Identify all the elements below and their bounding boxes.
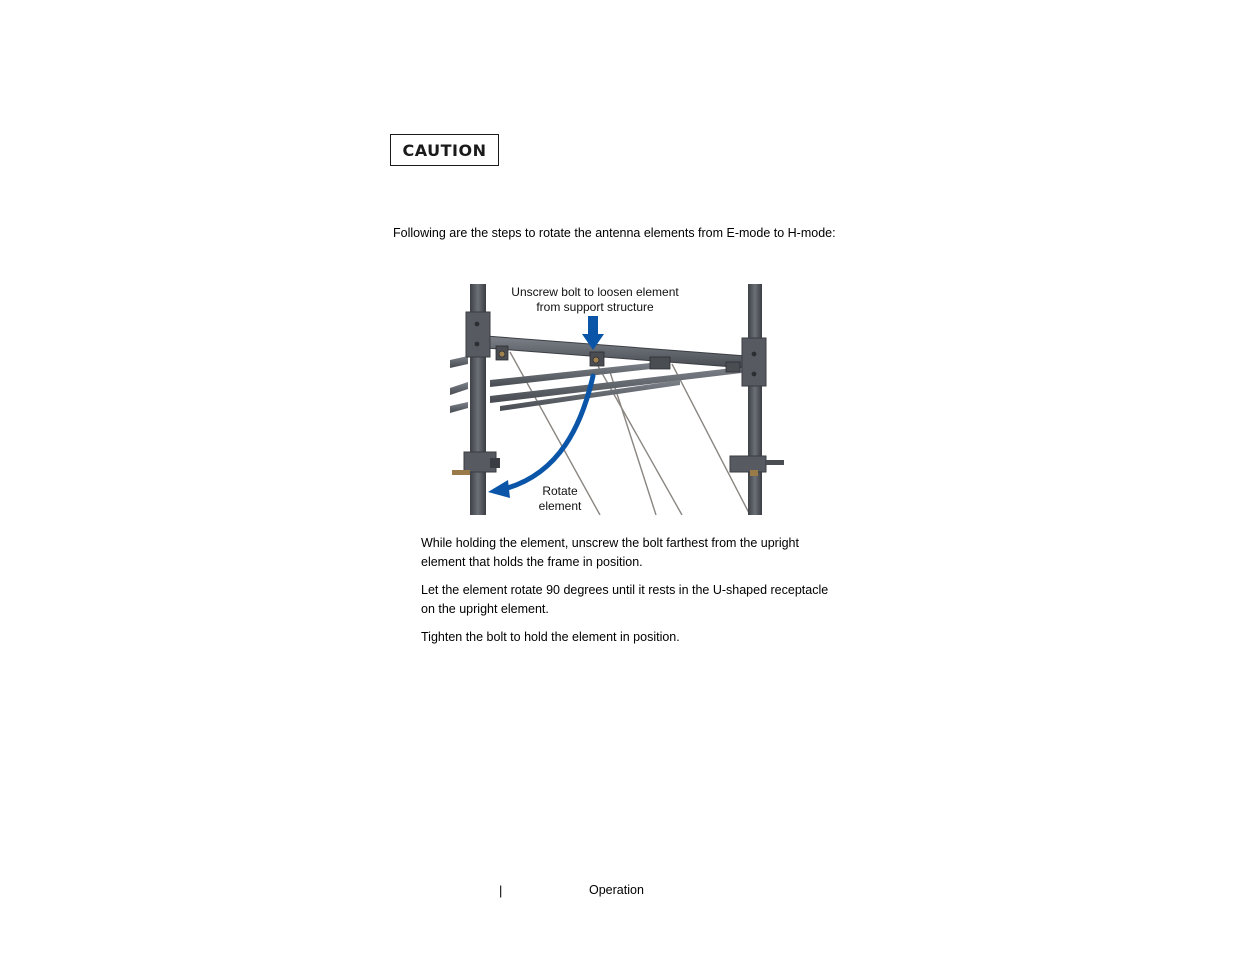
top-crossbar [486, 336, 746, 368]
footer-separator: | [499, 883, 503, 898]
callout-rotate-element [522, 484, 598, 514]
right-upright [748, 284, 762, 515]
antenna-frame-illustration [450, 284, 786, 515]
callout-rotate-line2: element [538, 499, 582, 513]
intro-text: Following are the steps to rotate the antenna elements from E-mode to H-mode: [393, 226, 836, 240]
antenna-rotation-figure [450, 284, 786, 515]
caution-label: CAUTION [402, 140, 487, 160]
caution-box [390, 134, 499, 166]
steps-list [421, 534, 841, 656]
step-item: While holding the element, unscrew the bolt farthest from the upright element that holds the frame in position. [421, 536, 799, 569]
callout-unscrew-bolt [495, 285, 695, 315]
callout-unscrew-line1: Unscrew bolt to loosen element [511, 285, 679, 299]
callout-rotate-line1: Rotate [542, 484, 578, 498]
step-item: Let the element rotate 90 degrees until it rests in the U-shaped receptacle on the upright element. [421, 583, 829, 616]
footer-section-title: Operation [589, 883, 644, 897]
callout-unscrew-line2: from support structure [536, 300, 654, 314]
left-stub-bars [450, 356, 468, 413]
step-item: Tighten the bolt to hold the element in position. [421, 630, 680, 644]
